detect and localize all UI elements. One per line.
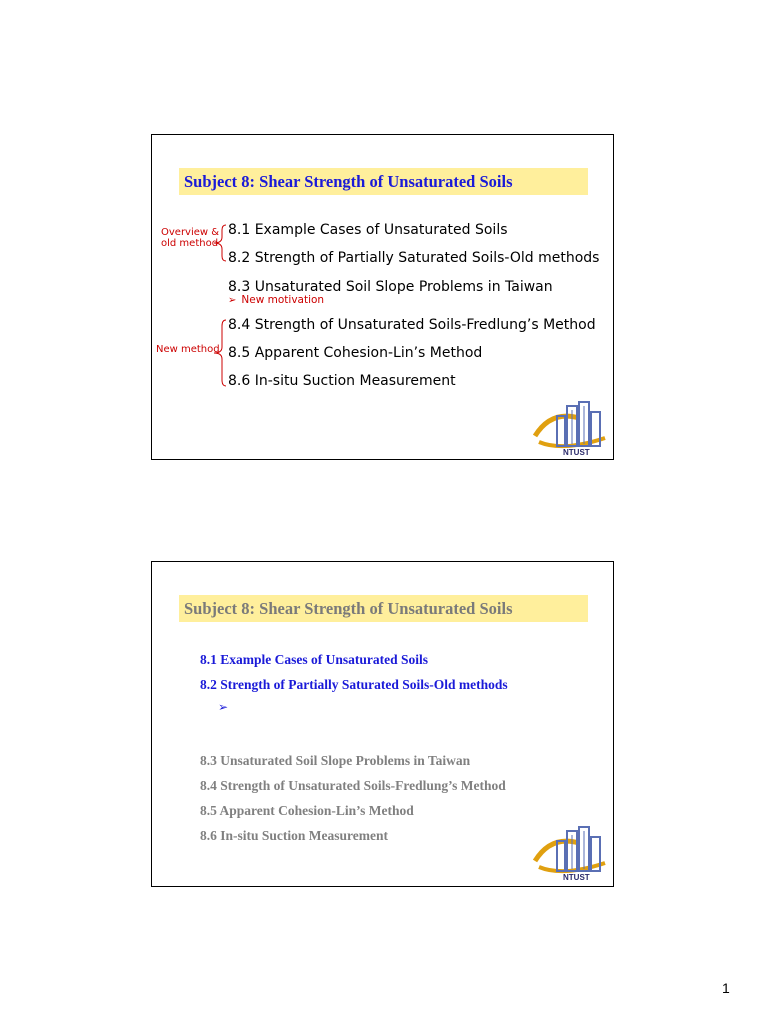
- topic-item-8-2: 8.2 Strength of Partially Saturated Soils-Old methods: [228, 250, 600, 266]
- overview-note: [161, 227, 219, 249]
- new-method-note: New method: [156, 344, 220, 355]
- topic-item-8-4: 8.4 Strength of Unsaturated Soils-Fredlung’s Method: [200, 778, 506, 793]
- overview-note-line2: old method: [161, 238, 219, 249]
- overview-note-line1: Overview &: [161, 227, 220, 238]
- topic-item-8-1: 8.1 Example Cases of Unsaturated Soils: [200, 652, 429, 667]
- slide-2: [151, 561, 614, 887]
- topic-item-8-1: 8.1 Example Cases of Unsaturated Soils: [228, 222, 508, 238]
- page-number: 1: [722, 980, 730, 996]
- topic-item-8-3: 8.3 Unsaturated Soil Slope Problems in Taiwan: [228, 279, 553, 295]
- arrow-bullet-icon: ➢: [218, 700, 229, 714]
- ntust-logo: [533, 398, 613, 458]
- topic-item-8-2: 8.2 Strength of Partially Saturated Soils-Old methods: [200, 677, 508, 692]
- new-method-bracket: [212, 318, 232, 388]
- new-motivation-note: [228, 294, 324, 306]
- topic-item-8-6: 8.6 In-situ Suction Measurement: [228, 373, 456, 389]
- topic-item-8-6: 8.6 In-situ Suction Measurement: [200, 828, 389, 843]
- slide-1: [151, 134, 614, 460]
- topic-item-8-5: 8.5 Apparent Cohesion-Lin’s Method: [228, 345, 483, 361]
- new-motivation-label: New motivation: [241, 294, 325, 306]
- slide-title-bar: [179, 168, 588, 195]
- slide-title-bar: [179, 595, 588, 622]
- logo-text: NTUST: [563, 873, 590, 882]
- ntust-logo: [533, 823, 613, 883]
- topic-item-8-3: 8.3 Unsaturated Soil Slope Problems in Taiwan: [200, 753, 471, 768]
- slide-title: Subject 8: Shear Strength of Unsaturated Soils: [184, 172, 513, 191]
- logo-text: NTUST: [563, 448, 590, 457]
- arrow-bullet-icon: ➢: [228, 295, 237, 306]
- topic-item-8-4: 8.4 Strength of Unsaturated Soils-Fredlung’s Method: [228, 317, 596, 333]
- topic-item-8-5: 8.5 Apparent Cohesion-Lin’s Method: [200, 803, 414, 818]
- slide-title: Subject 8: Shear Strength of Unsaturated Soils: [184, 599, 513, 618]
